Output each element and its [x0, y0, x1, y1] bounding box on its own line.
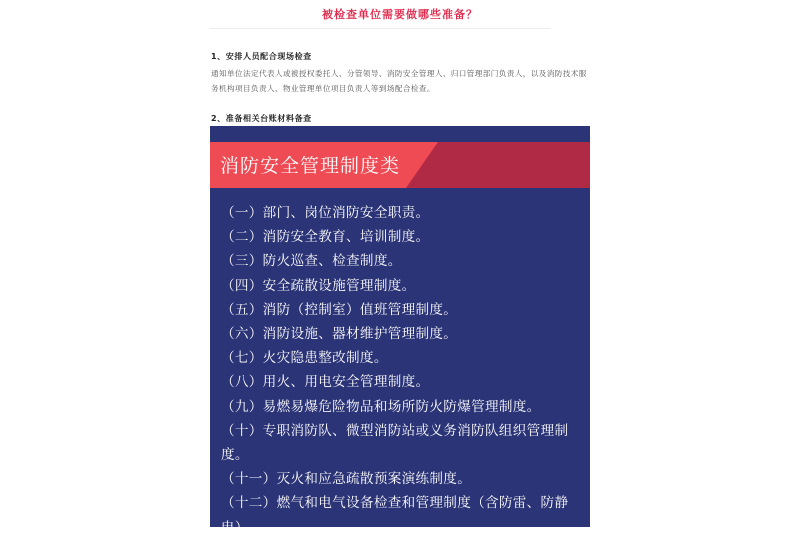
- section-2-heading: 2、准备相关台账材料备查: [211, 114, 312, 123]
- article-title: 被检查单位需要做哪些准备？: [322, 8, 478, 21]
- poster-rule-item: （十二）燃气和电气设备检查和管理制度（含防雷、防静: [221, 495, 569, 512]
- poster-rule-item: （一）部门、岗位消防安全职责。: [221, 205, 430, 221]
- poster-rule-item: 电）。: [221, 519, 256, 536]
- poster-rule-item: （三）防火巡查、检查制度。: [221, 253, 402, 270]
- poster-rule-list: [221, 201, 581, 540]
- poster-banner-title: 消防安全管理制度类: [220, 155, 401, 177]
- poster-rule-item: （八）用火、用电安全管理制度。: [221, 374, 430, 391]
- poster-rule-item: （五）消防（控制室）值班管理制度。: [221, 301, 458, 318]
- poster-rule-item: （四）安全疏散设施管理制度。: [221, 277, 416, 294]
- section-1-heading: 1、安排人员配合现场检查: [211, 52, 312, 61]
- poster-rule-item: （十）专职消防队、微型消防站或义务消防队组织管理制: [221, 422, 569, 439]
- poster-rule-item: （六）消防设施、器材维护管理制度。: [221, 326, 458, 343]
- poster-rule-item: （七）火灾隐患整改制度。: [221, 350, 388, 367]
- fire-safety-poster-image: [210, 126, 590, 536]
- poster-rule-item: （九）易燃易爆危险物品和场所防火防爆管理制度。: [221, 398, 541, 415]
- title-divider: [210, 28, 550, 29]
- poster-rule-item: （十一）灭火和应急疏散预案演练制度。: [221, 471, 472, 488]
- section-1-paragraph: 通知单位法定代表人或被授权委托人、分管领导、消防安全管理人、归口管理部门负责人，以及消防技术服务机构项目负责人、物业管理单位项目负责人等到场配合检查。: [211, 69, 587, 93]
- poster-rule-item: （二）消防安全教育、培训制度。: [221, 229, 430, 246]
- poster-rule-item: 度。: [221, 447, 249, 464]
